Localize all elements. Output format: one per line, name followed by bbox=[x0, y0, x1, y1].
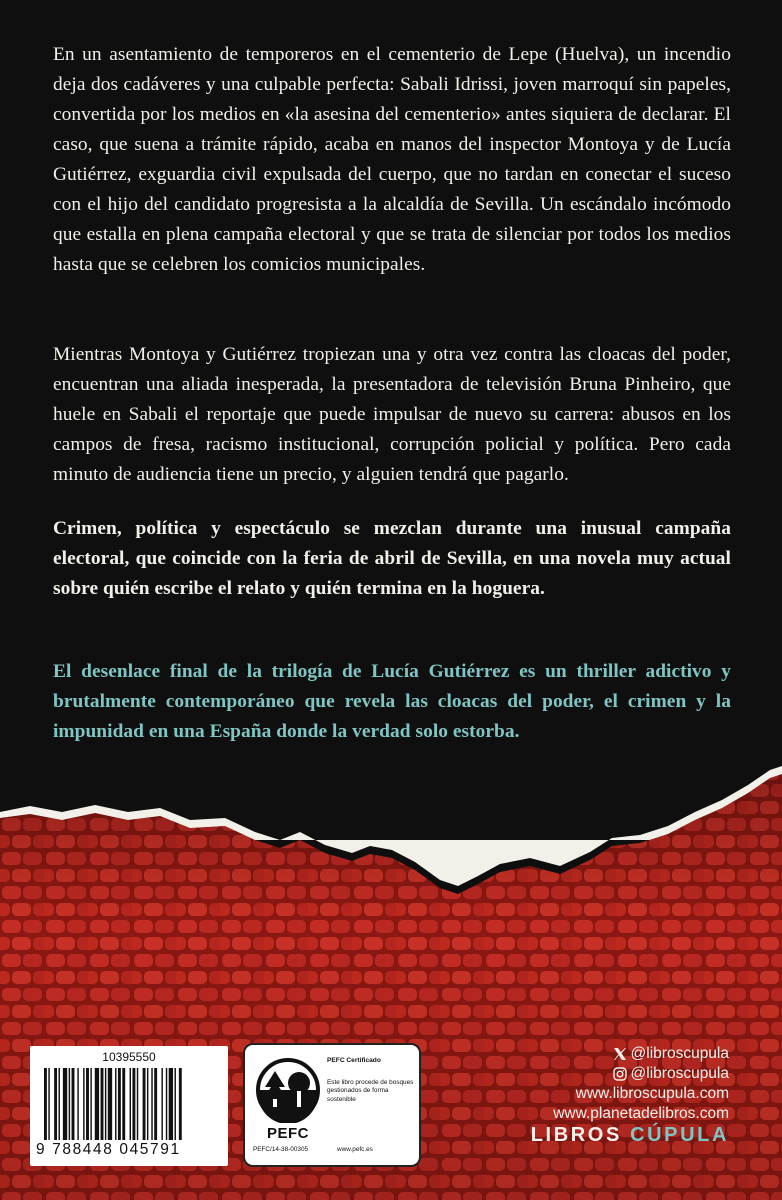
barcode-bar bbox=[59, 1068, 60, 1140]
synopsis-text-2: Mientras Montoya y Gutiérrez tropiezan una y otra vez contra las cloacas del poder, encuentran una aliada inesperada, la presentadora de televisión Bruna Pinheiro, que huele en Sabali el reportaje que puede impulsar de nuevo su carrera: abusos en los campos de fresa, racismo institucional, corrupción policial y política. Pero cada minuto de audiencia tiene un precio, y alguien tendrá que pagarlo. bbox=[53, 344, 731, 485]
pefc-tree-logo-icon bbox=[255, 1057, 321, 1123]
barcode-bar bbox=[166, 1068, 167, 1140]
publisher-logo bbox=[531, 1124, 729, 1147]
instagram-handle: @libroscupula bbox=[630, 1065, 729, 1082]
barcode-bar bbox=[69, 1068, 70, 1140]
barcode-bar bbox=[90, 1068, 91, 1140]
barcode-bar bbox=[108, 1068, 112, 1140]
barcode-bars bbox=[44, 1068, 218, 1140]
blurb-text: El desenlace final de la trilogía de Lucía Gutiérrez es un thriller adictivo y brutalmente contemporáneo que revela las cloacas del poder, el crimen y la impunidad en una España donde la verdad solo estorba. bbox=[53, 661, 731, 742]
barcode-bar bbox=[179, 1068, 182, 1140]
barcode-bar bbox=[101, 1068, 104, 1140]
barcode-bar bbox=[83, 1068, 84, 1140]
barcode-bar bbox=[44, 1068, 47, 1140]
barcode-ean-number: 9 788448 045791 bbox=[36, 1141, 181, 1158]
instagram-social-line bbox=[553, 1064, 729, 1084]
barcode-bar bbox=[63, 1068, 67, 1140]
pefc-code: PEFC/14-38-00305 bbox=[253, 1146, 309, 1153]
barcode-bar bbox=[77, 1068, 78, 1140]
brand-word-cupula: CÚPULA bbox=[630, 1124, 729, 1146]
x-handle: @libroscupula bbox=[630, 1045, 729, 1062]
barcode-bar bbox=[130, 1068, 131, 1140]
isbn-barcode bbox=[30, 1046, 228, 1166]
instagram-icon bbox=[613, 1067, 627, 1081]
publisher-contacts bbox=[553, 1044, 729, 1124]
barcode-bar bbox=[154, 1068, 157, 1140]
barcode-bar bbox=[175, 1068, 176, 1140]
pefc-website: www.pefc.es bbox=[337, 1146, 373, 1153]
x-logo-icon bbox=[613, 1047, 627, 1061]
barcode-bar bbox=[151, 1068, 152, 1140]
barcode-internal-code: 10395550 bbox=[102, 1050, 156, 1064]
brand-word-libros: LIBROS bbox=[530, 1124, 631, 1146]
pefc-description: Este libro procede de bosques gestionados de forma sostenible bbox=[327, 1079, 414, 1103]
website-libroscupula: www.libroscupula.com bbox=[575, 1085, 729, 1102]
website-planetadelibros: www.planetadelibros.com bbox=[553, 1105, 729, 1122]
synopsis-text-1: En un asentamiento de temporeros en el cementerio de Lepe (Huelva), un incendio deja dos cadáveres y una culpable perfecta: Sabali Idrissi, joven marroquí sin papeles, convertida por los medios en «la asesina del cementerio» antes siquiera de declarar. El caso, que suena a trámite rápido, acaba en manos del inspector Montoya y de Lucía Gutiérrez, exguardia civil expulsada del cuerpo, que no tardan en conectar el suceso con el hijo del candidato progresista a la alcaldía de Sevilla. Un escándalo incómodo que estalla en plena campaña electoral y que se trata de silenciar por todos los medios hasta que se celebren los comicios municipales. bbox=[53, 44, 731, 275]
barcode-bar bbox=[95, 1068, 99, 1140]
barcode-bar bbox=[86, 1068, 89, 1140]
barcode-bar bbox=[161, 1068, 162, 1140]
barcode-bar bbox=[132, 1068, 135, 1140]
barcode-bar bbox=[72, 1068, 75, 1140]
tagline-text: Crimen, política y espectáculo se mezclan durante una inusual campaña electoral, que coincide con la feria de abril de Sevilla, en una novela muy actual sobre quién escribe el relato y quién termina en la hoguera. bbox=[53, 518, 731, 599]
pefc-title: PEFC Certificado bbox=[327, 1057, 381, 1064]
barcode-bar bbox=[169, 1068, 173, 1140]
barcode-bar bbox=[118, 1068, 121, 1140]
barcode-bar bbox=[105, 1068, 106, 1140]
barcode-bar bbox=[115, 1068, 116, 1140]
barcode-bar bbox=[147, 1068, 148, 1140]
barcode-bar bbox=[122, 1068, 125, 1140]
pefc-logo-text: PEFC bbox=[266, 1125, 309, 1142]
barcode-bar bbox=[54, 1068, 57, 1140]
barcode-bar bbox=[48, 1068, 49, 1140]
pefc-certification-label bbox=[243, 1043, 421, 1167]
barcode-bar bbox=[137, 1068, 138, 1140]
x-social-line bbox=[553, 1044, 729, 1064]
barcode-bar bbox=[143, 1068, 146, 1140]
